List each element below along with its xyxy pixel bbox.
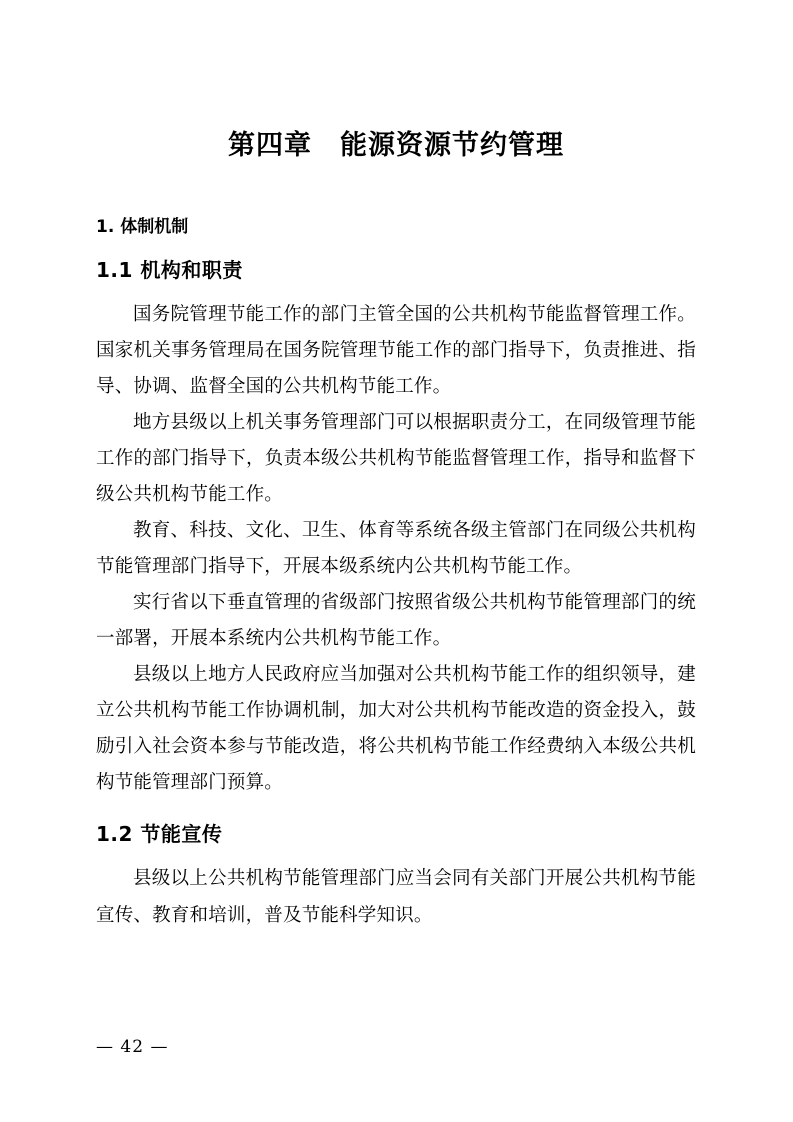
section-heading-1-1: 1.1 机构和职责 — [96, 257, 243, 282]
page-number: — 42 — — [96, 1037, 169, 1057]
paragraph: 国务院管理节能工作的部门主管全国的公共机构节能监督管理工作。国家机关事务管理局在国务院管理节能工作的部门指导下，负责推进、指导、协调、监督全国的公共机构节能工作。 — [96, 303, 696, 397]
section-heading-1-2: 1.2 节能宣传 — [96, 822, 223, 847]
paragraph: 实行省以下垂直管理的省级部门按照省级公共机构节能管理部门的统一部署，开展本系统内公共机构节能工作。 — [96, 592, 696, 650]
paragraph: 地方县级以上机关事务管理部门可以根据职责分工，在同级管理节能工作的部门指导下，负责本级公共机构节能监督管理工作，指导和监督下级公共机构节能工作。 — [96, 411, 696, 505]
paragraph: 县级以上公共机构节能管理部门应当会同有关部门开展公共机构节能宣传、教育和培训，普及节能科学知识。 — [96, 868, 696, 926]
paragraph: 县级以上地方人民政府应当加强对公共机构节能工作的组织领导，建立公共机构节能工作协调机制，加大对公共机构节能改造的资金投入，鼓励引入社会资本参与节能改造，将公共机构节能工作经费纳入本级公共机构节能管理部门预算。 — [96, 664, 696, 794]
page-content — [96, 0, 696, 934]
paragraph: 教育、科技、文化、卫生、体育等系统各级主管部门在同级公共机构节能管理部门指导下，开展本级系统内公共机构节能工作。 — [96, 519, 696, 578]
chapter-title: 第四章 能源资源节约管理 — [228, 130, 564, 161]
section-heading-1: 1. 体制机制 — [96, 217, 189, 238]
